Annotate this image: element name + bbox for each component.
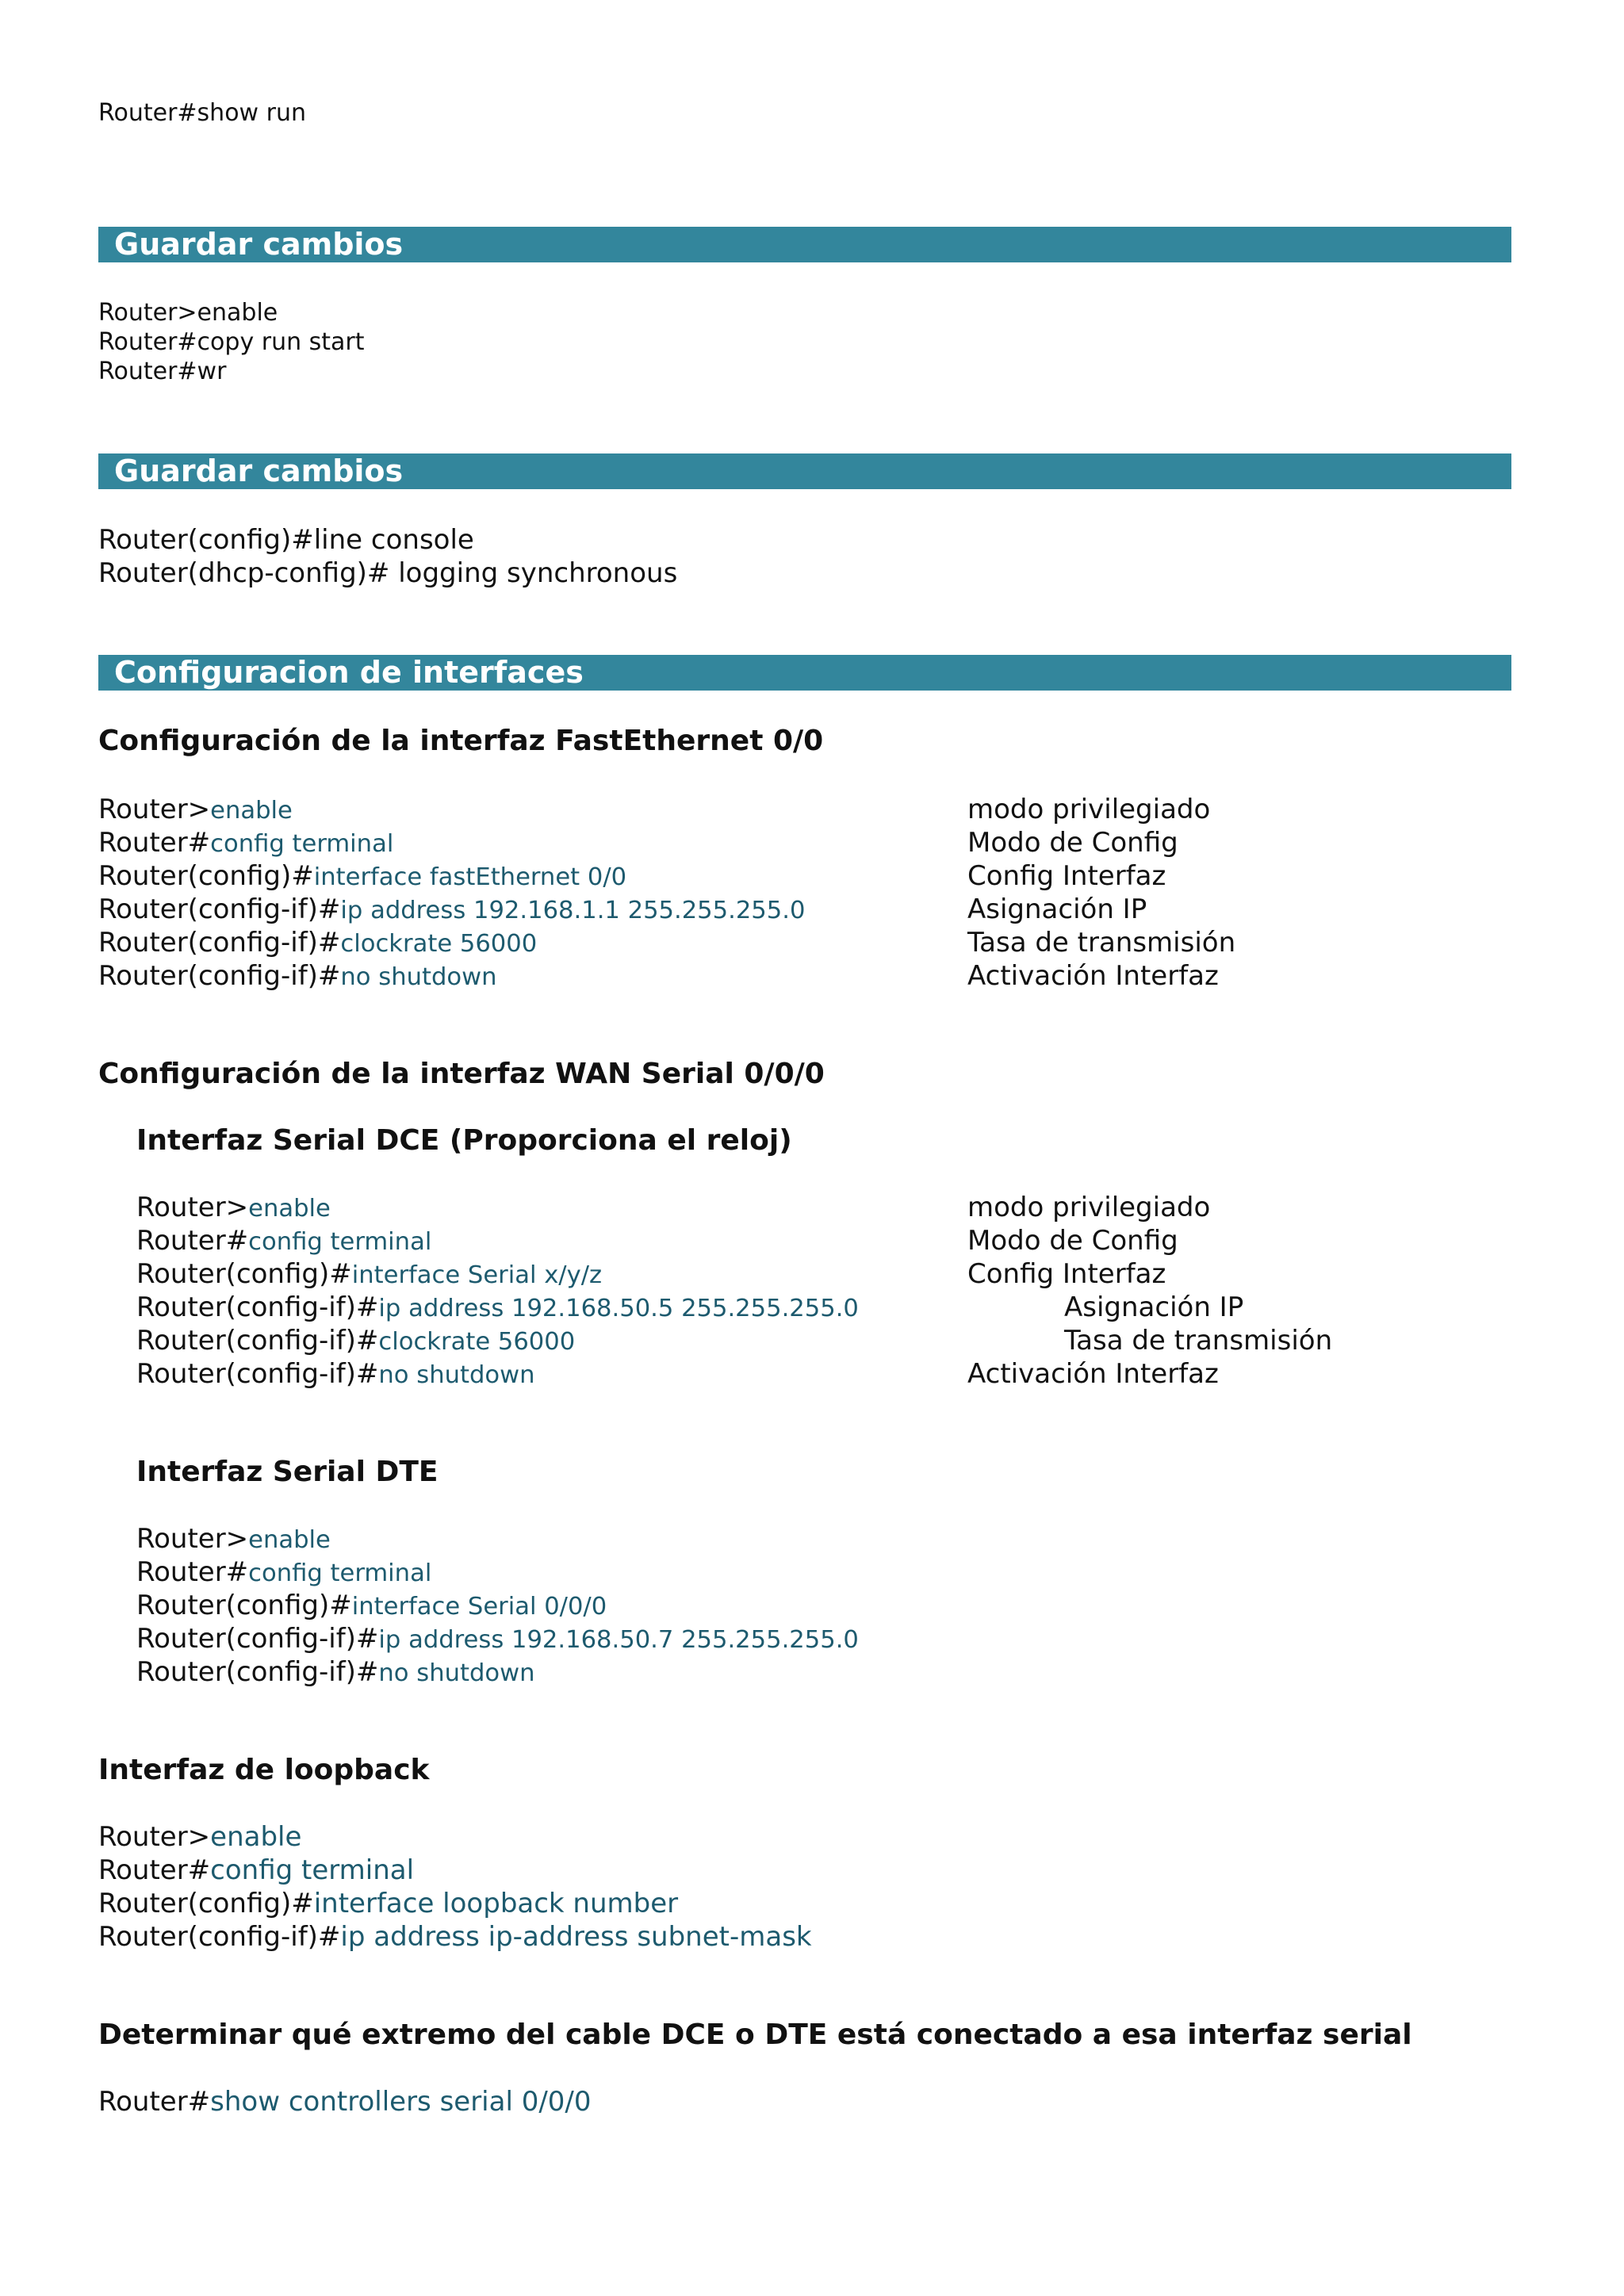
fe-row xyxy=(98,793,293,828)
fe-desc: modo privilegiado xyxy=(967,794,1211,825)
fe-desc: Asignación IP xyxy=(967,894,1147,925)
prompt: Router(config-if)# xyxy=(98,927,341,959)
save1-line-3: Router#wr xyxy=(98,358,227,385)
loopback-row xyxy=(98,1887,678,1920)
section-header-guardar-cambios-1: Guardar cambios xyxy=(98,227,1511,262)
dce-row xyxy=(136,1257,602,1292)
fe-row xyxy=(98,959,497,994)
prompt: Router# xyxy=(136,1556,249,1588)
dce-desc: Activación Interfaz xyxy=(967,1358,1219,1390)
section-header-guardar-cambios-2: Guardar cambios xyxy=(98,453,1511,489)
prompt: Router(config-if)# xyxy=(136,1325,379,1357)
prompt: Router(config-if)# xyxy=(136,1623,379,1655)
fe-desc: Modo de Config xyxy=(967,827,1178,859)
save1-line-2: Router#copy run start xyxy=(98,328,365,356)
dce-desc: modo privilegiado xyxy=(967,1192,1211,1223)
dce-desc: Modo de Config xyxy=(967,1225,1178,1257)
dce-desc: Config Interfaz xyxy=(967,1258,1166,1290)
command: enable xyxy=(248,1526,331,1554)
dte-row xyxy=(136,1556,431,1590)
prompt: Router(config-if)# xyxy=(98,894,341,925)
dce-desc: Asignación IP xyxy=(1064,1292,1244,1323)
fe-desc: Activación Interfaz xyxy=(967,960,1219,992)
command: config terminal xyxy=(210,1854,415,1886)
wan-serial-heading: Configuración de la interfaz WAN Serial 0/0/0 xyxy=(98,1058,825,1090)
command: ip address 192.168.1.1 255.255.255.0 xyxy=(340,897,806,924)
command: config terminal xyxy=(248,1559,432,1587)
dte-row xyxy=(136,1589,607,1624)
fe-row xyxy=(98,859,626,894)
command: interface Serial 0/0/0 xyxy=(351,1593,607,1621)
fe-row xyxy=(98,893,805,928)
prompt: Router> xyxy=(136,1192,249,1223)
prompt: Router> xyxy=(98,794,211,825)
command: interface Serial x/y/z xyxy=(351,1261,603,1289)
prompt: Router(config-if)# xyxy=(98,960,341,992)
dce-row xyxy=(136,1357,535,1392)
prompt: Router(config)# xyxy=(98,860,314,892)
loopback-heading: Interfaz de loopback xyxy=(98,1754,430,1786)
dte-row xyxy=(136,1522,331,1557)
prompt: Router(config)# xyxy=(98,1888,314,1919)
command: clockrate 56000 xyxy=(340,930,538,958)
command: enable xyxy=(210,1821,302,1853)
dce-row xyxy=(136,1291,859,1326)
prompt: Router# xyxy=(98,2086,211,2118)
dte-row xyxy=(136,1655,535,1690)
command: clockrate 56000 xyxy=(378,1328,576,1356)
determine-heading: Determinar qué extremo del cable DCE o DTE está conectado a esa interfaz serial xyxy=(98,2019,1412,2051)
prompt: Router(config-if)# xyxy=(136,1358,379,1390)
save1-line-1: Router>enable xyxy=(98,299,278,327)
prompt: Router(config)# xyxy=(136,1590,352,1621)
prompt: Router# xyxy=(98,1854,211,1886)
dte-heading: Interfaz Serial DTE xyxy=(136,1456,439,1488)
top-command: Router#show run xyxy=(98,99,306,127)
prompt: Router# xyxy=(136,1225,249,1257)
loopback-row xyxy=(98,1820,301,1854)
dce-row xyxy=(136,1191,331,1226)
command: no shutdown xyxy=(378,1659,535,1687)
prompt: Router> xyxy=(98,1821,211,1853)
command: ip address 192.168.50.7 255.255.255.0 xyxy=(378,1626,859,1654)
fastethernet-heading: Configuración de la interfaz FastEthernet 0/0 xyxy=(98,725,824,757)
dce-row xyxy=(136,1324,575,1359)
command: ip address 192.168.50.5 255.255.255.0 xyxy=(378,1295,859,1322)
dte-row xyxy=(136,1622,859,1657)
command: show controllers serial 0/0/0 xyxy=(210,2086,592,2118)
dce-desc: Tasa de transmisión xyxy=(1064,1325,1333,1357)
fe-row xyxy=(98,926,537,961)
loopback-row xyxy=(98,1854,414,1887)
command: enable xyxy=(210,797,293,825)
determine-row xyxy=(98,2085,592,2118)
prompt: Router(config-if)# xyxy=(136,1292,379,1323)
prompt: Router(config-if)# xyxy=(98,1921,341,1953)
command: config terminal xyxy=(248,1228,432,1256)
command: enable xyxy=(248,1195,331,1223)
fe-desc: Config Interfaz xyxy=(967,860,1166,892)
command: interface fastEthernet 0/0 xyxy=(313,863,627,891)
loopback-row xyxy=(98,1920,812,1954)
command: no shutdown xyxy=(378,1361,535,1389)
fe-row xyxy=(98,826,393,861)
dce-heading: Interfaz Serial DCE (Proporciona el reloj) xyxy=(136,1124,792,1157)
command: no shutdown xyxy=(340,963,497,991)
prompt: Router(config)# xyxy=(136,1258,352,1290)
command: ip address ip-address subnet-mask xyxy=(340,1921,812,1953)
prompt: Router(config-if)# xyxy=(136,1656,379,1688)
section-header-configuracion-interfaces: Configuracion de interfaces xyxy=(98,655,1511,691)
prompt: Router> xyxy=(136,1523,249,1555)
save2-line-2: Router(dhcp-config)# logging synchronous xyxy=(98,557,678,589)
prompt: Router# xyxy=(98,827,211,859)
command: interface loopback number xyxy=(313,1888,679,1919)
fe-desc: Tasa de transmisión xyxy=(967,927,1236,959)
save2-line-1: Router(config)#line console xyxy=(98,524,474,556)
command: config terminal xyxy=(210,830,394,858)
dce-row xyxy=(136,1224,431,1259)
